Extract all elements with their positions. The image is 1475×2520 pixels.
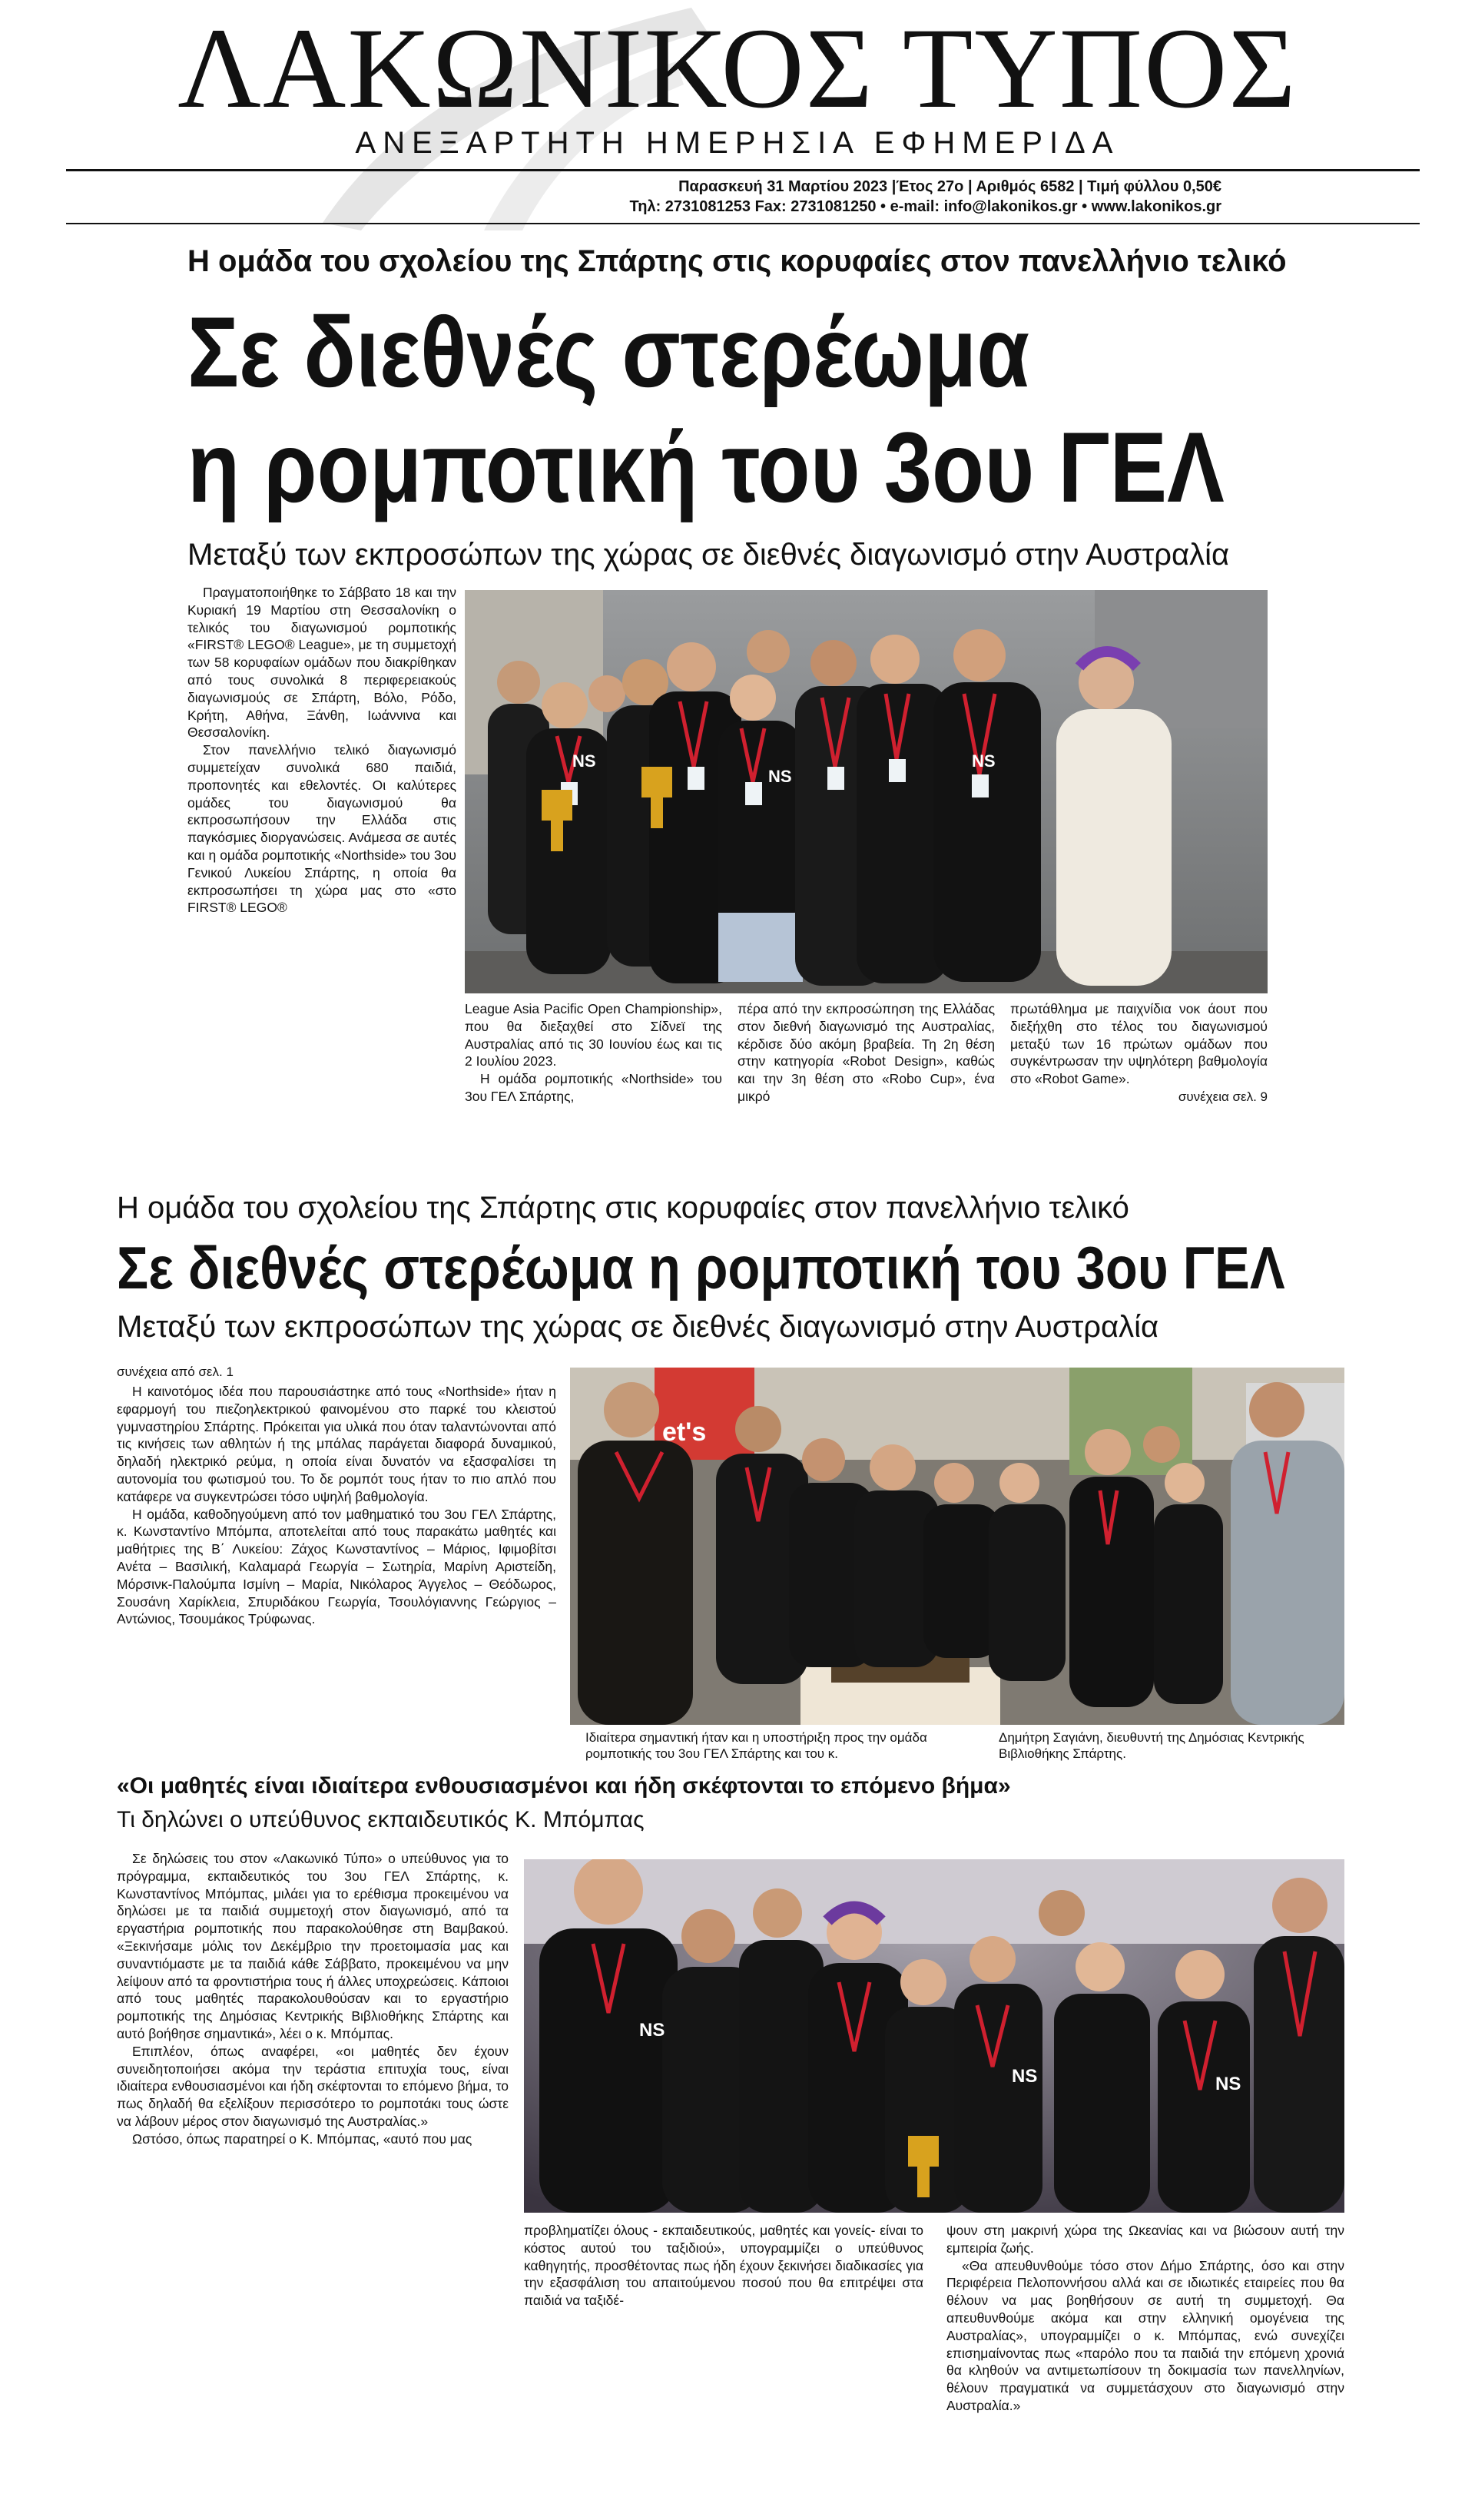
- shirt-logo: NS: [972, 751, 996, 771]
- interview-column-3: [946, 2222, 1344, 2415]
- shirt-logo: NS: [572, 751, 596, 771]
- interview-p1: Σε δηλώσεις του στον «Λακωνικό Τύπο» ο υπεύθυνος για το πρόγραμμα, εκπαιδευτικός του 3ου ΓΕΛ Σπάρτης, κ. Κωνσταντίνος Μπόμπας, μιλάει για το ερέθισμα προκειμένου να δηλώσει με τα παιδιά συμμετοχή στον διαγωνισμό, από τα εργαστήρια ρομποτικής που παρακολούθησε στη Βαμβακού. «Ξεκινήσαμε μόλις τον Δεκέμβριο την προετοιμασία μας και συναντιόμαστε με τα παιδιά κάθε Σάββατο, προκειμένου να μην λείψουν από τα φροντιστήρια τους ή άλλες υποχρεώσεις. Κάποιοι από τους μαθητές παρακολουθούσαν και το εργαστήριο ρομποτικής της Δημόσιας Κεντρικής Βιβλιοθήκης Σπάρτης και αυτό βοήθησε σημαντικά», λέει ο κ. Μπόμπας.: [117, 1851, 509, 2041]
- front-column-4: [1010, 1000, 1268, 1088]
- front-col2-p1: League Asia Pacific Open Championship», που θα διεξαχθεί στο Σίδνεϊ της Αυστραλίας από τις 30 Ιουνίου έως και τις 2 Ιουλίου 2023.: [465, 1001, 722, 1069]
- header-rule-bottom: [66, 223, 1420, 224]
- front-column-3: [738, 1000, 995, 1106]
- front-col3-p1: πέρα από την εκπροσώπηση της Ελλάδας στον διεθνή διαγωνισμό της Αυστραλίας, κέρδισε δύο ακόμη βραβεία. Τη 2η θέση στην κατηγορία «Robot Design», καθώς και την 3η θέση στο «Robo Cup», ένα μικρό: [738, 1001, 995, 1104]
- inside-continued-from: συνέχεια από σελ. 1: [117, 1364, 234, 1379]
- contact-line: Τηλ: 2731081253 Fax: 2731081250 • e-mail: info@lakonikos.gr • www.lakonikos.gr: [629, 198, 1221, 215]
- inside-caption-right: Δημήτρη Σαγιάνη, διευθυντή της Δημόσιας Κεντρικής Βιβλιοθήκης Σπάρτης.: [999, 1730, 1304, 1761]
- front-team-photo: [465, 590, 1268, 993]
- shirt-logo: NS: [1215, 2074, 1241, 2094]
- interview-deck: Τι δηλώνει ο υπεύθυνος εκπαιδευτικός Κ. Μπόμπας: [117, 1807, 645, 1832]
- shirt-logo: NS: [768, 767, 792, 786]
- inside-p2: Η ομάδα, καθοδηγούμενη από τον μαθηματικό του 3ου ΓΕΛ Σπάρτης, κ. Κωνσταντίνο Μπόμπα, αποτελείται από τους παρακάτω μαθητές και μαθήτριες της Β΄ Λυκείου: Ζάχος Κωνσταντίνος – Μάριος, Ιφιμοβίτσι Ανέτα – Βασιλική, Καλαμαρά Γεωργία – Σωτηρία, Μαρίνη Αριστείδη, Μόρσινκ-Παλούμπα Ισμίνη – Μαρία, Νικόλαρος Άγγελος – Θεόδωρος, Σουσάνη Χαρίκλεια, Σπυριδάκου Γεωργία, Τσουλόγιαννης Γεώργιος – Αντώνιος, Τσουμάκος Τρύφωνας.: [117, 1506, 556, 1627]
- inside-team-photo: [570, 1368, 1344, 1725]
- inside-p1: Η καινοτόμος ιδέα που παρουσιάστηκε από τους «Northside» ήταν η εφαρμογή του πιεζοηλεκτρικού φαινομένου στο παρκέ του κλειστού γυμναστηρίου Σπάρτης. Πρόκειται για υλικά που όταν ταλαντώνονται από τις κινήσεις των αθλητών ή της μπάλας παράγεται διαφορά δυναμικού, δηλαδή ηλεκτρικό ρεύμα, η οποία είναι δυνατόν να εξασφαλίσει τη αυτονομία του φωτισμού του. Το δε ρομπότ τους ήταν το πιο απλό που κατάφερε να συγκεντρώσει τόσο υψηλή βαθμολογία.: [117, 1384, 556, 1504]
- shirt-logo: NS: [639, 2020, 665, 2041]
- front-deck: Μεταξύ των εκπροσώπων της χώρας σε διεθνές διαγωνισμό στην Αυστραλία: [187, 538, 1230, 572]
- inside-deck: Μεταξύ των εκπροσώπων της χώρας σε διεθνές διαγωνισμό στην Αυστραλία: [117, 1310, 1159, 1344]
- front-continued: συνέχεια σελ. 9: [1178, 1089, 1268, 1104]
- issue-line: Παρασκευή 31 Μαρτίου 2023 |Έτος 27ο | Αριθμός 6582 | Τιμή φύλλου 0,50€: [678, 178, 1221, 195]
- front-col1-p1: Πραγματοποιήθηκε το Σάββατο 18 και την Κυριακή 19 Μαρτίου στη Θεσσαλονίκη ο τελικός του διαγωνισμού ρομποτικής «FIRST® LEGO® League», με τη συμμετοχή των 58 κορυφαίων ομάδων που διακρίθηκαν από τους συνολικά 8 περιφερειακούς διαγωνισμούς σε Σπάρτη, Βόλο, Ρόδο, Κρήτη, Αθήνα, Ξάνθη, Ιωάννινα και Θεσσαλονίκη.: [187, 585, 456, 741]
- interview-headline: «Οι μαθητές είναι ιδιαίτερα ενθουσιασμένοι και ήδη σκέφτονται το επόμενο βήμα»: [117, 1773, 1011, 1799]
- masthead-rule: [66, 169, 1420, 171]
- masthead-title: ΛΑΚΩΝΙΚΟΣ ΤΥΠΟΣ: [177, 5, 1298, 132]
- interview-p3: Ωστόσο, όπως παρατηρεί ο Κ. Μπόμπας, «αυτό που μας: [132, 2130, 472, 2147]
- interview-p2: Επιπλέον, όπως αναφέρει, «οι μαθητές δεν έχουν συνειδητοποιήσει ακόμα την τεράστια επιτυχία τους, είναι ιδιαίτερα ενθουσιασμένοι και ήδη σκέφτονται το επόμενο βήμα, το πως δηλαδή θα εξελίξουν περισσότερο το ρομποτάκι τους ώστε να λάβουν μέρος στον διαγωνισμό της Αυστραλίας.»: [117, 2043, 509, 2129]
- front-headline-line1: Σε διεθνές στερέωμα: [187, 296, 1030, 408]
- front-col2-p2: Η ομάδα ρομποτικής «Northside» του 3ου ΓΕΛ Σπάρτης,: [465, 1071, 722, 1104]
- shirt-logo: NS: [1012, 2066, 1038, 2087]
- inside-column-1: [117, 1383, 556, 1628]
- masthead-subtitle: ΑΝΕΞΑΡΤΗΤΗ ΗΜΕΡΗΣΙΑ ΕΦΗΜΕΡΙΔΑ: [355, 126, 1120, 160]
- front-column-1: [187, 584, 456, 917]
- inside-headline: Σε διεθνές στερέωμα η ρομποτική του 3ου ΓΕΛ: [117, 1234, 1285, 1301]
- interview-p4: προβληματίζει όλους - εκπαιδευτικούς, μαθητές και γονείς- είναι το κόστος αυτού του ταξιδιού», υπογραμμίζει ο υπεύθυνος καθηγητής, προσθέτοντας πως ήδη έχουν ξεκινήσει διαδικασίες για την εξασφάλιση του απαιτούμενου ποσού που θα επιτρέψει στα παιδιά να ταξιδέ-: [524, 2223, 923, 2309]
- front-headline-line2: η ρομποτική του 3ου ΓΕΛ: [187, 411, 1225, 523]
- inside-caption-left: Ιδιαίτερα σημαντική ήταν και η υποστήριξη προς την ομάδα ρομποτικής του 3ου ΓΕΛ Σπάρτης και του κ.: [585, 1730, 927, 1761]
- front-column-2: [465, 1000, 722, 1106]
- inside-kicker: Η ομάδα του σχολείου της Σπάρτης στις κορυφαίες στον πανελλήνιο τελικό: [117, 1191, 1129, 1225]
- banner-text: et's: [662, 1418, 707, 1447]
- front-col1-p2: Στον πανελλήνιο τελικό διαγωνισμό συμμετείχαν συνολικά 680 παιδιά, προπονητές και εθελοντές. Οι καλύτερες ομάδες του διαγωνισμού θα εκπροσωπήσουν την Ελλάδα στις παγκόσμιες διοργανώσεις. Ανάμεσα σε αυτές και η ομάδα ρομποτικής «Northside» του 3ου Γενικού Λυκείου Σπάρτης, η οποία θα εκπροσωπήσει τη χώρα μας στο «στο FIRST® LEGO®: [187, 742, 456, 916]
- interview-column-2: [524, 2222, 923, 2309]
- front-kicker: Η ομάδα του σχολείου της Σπάρτης στις κορυφαίες στον πανελλήνιο τελικό: [187, 244, 1287, 278]
- interview-team-photo: [524, 1859, 1344, 2213]
- interview-column-1: [117, 1850, 509, 2148]
- front-col4-p1: πρωτάθλημα με παιχνίδια νοκ άουτ που διεξήχθη στο τέλος του διαγωνισμού μεταξύ των 16 πρώτων ομάδων που συγκέντρωσαν την υψηλότερη βαθμολογία στο «Robot Game».: [1010, 1001, 1268, 1087]
- interview-p5: ψουν στη μακρινή χώρα της Ωκεανίας και να βιώσουν αυτή την εμπειρία ζωής.: [946, 2223, 1344, 2256]
- interview-p6: «Θα απευθυνθούμε τόσο στον Δήμο Σπάρτης, όσο και στην Περιφέρεια Πελοποννήσου αλλά και σε ιδιωτικές εταιρείες που θα θέλουν να μας βοηθήσουν σε αυτή τη συμμετοχή. Θα απευθυνθούμε ακόμα και στην ελληνική ομογένεια της Αυστραλίας», υπογραμμίζει ο κ. Μπόμπας, ενώ συνεχίζει επισημαίνοντας πως «παρόλο που τα παιδιά την επόμενη χρονιά θα κληθούν να αντιμετωπίσουν τη δοκιμασία των πανελληνίων, θέλουν πραγματικά να συμμετάσχουν στο διαγωνισμό στην Αυστραλία.»: [946, 2257, 1344, 2413]
